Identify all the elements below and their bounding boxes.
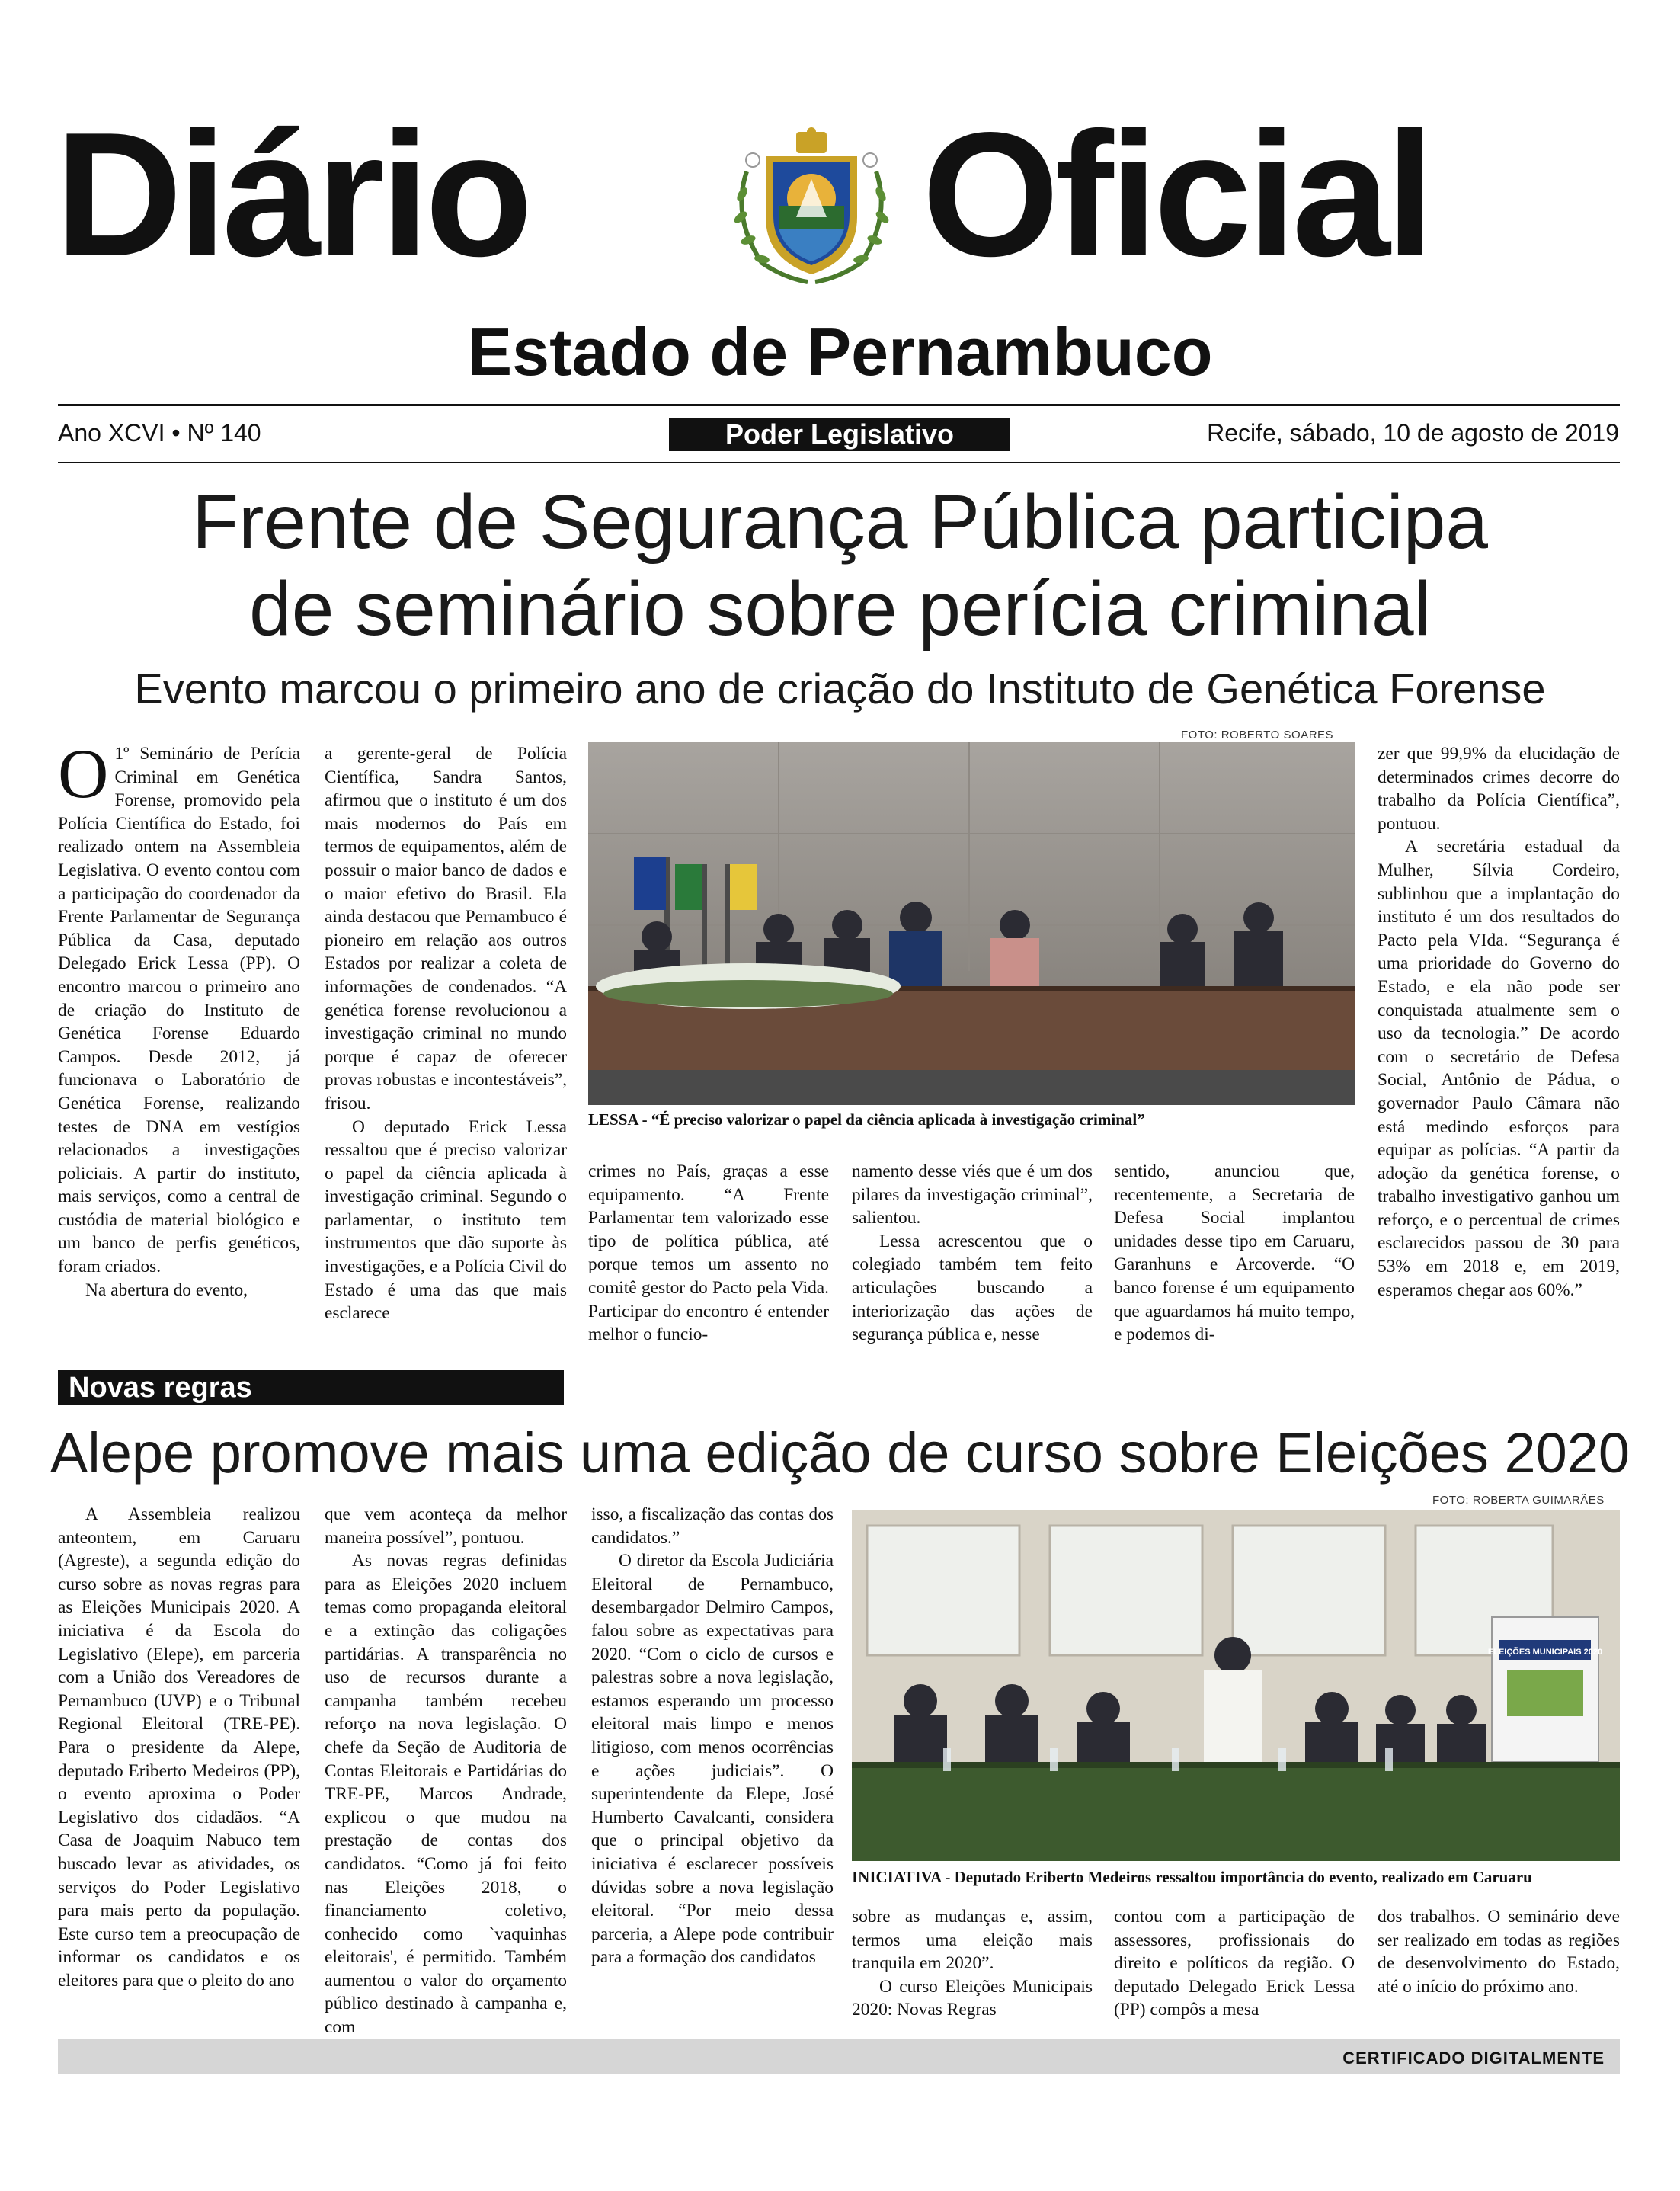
masthead-title-right: Oficial (922, 96, 1431, 293)
article1-headline-line2: de seminário sobre perícia criminal (249, 566, 1431, 652)
article2-col1-paragraph: A Assembleia realizou anteontem, em Caruaru (Agreste), a segunda edição do curso sobre as novas regras para as Eleições Municipais 2020. A iniciativa é da Escola do Legislativo (Elepe), em parceria com a União dos Vereadores de Pernambuco (UVP) e o Tribunal Regional Eleitoral (TRE-PE). Para o presidente da Alepe, deputado Eriberto Medeiros (PP), o evento aproxima o Poder Legislativo dos cidadãos. “A Casa de Joaquim Nabuco tem buscado levar as atividades, os serviços do Poder Legislativo para mais perto da população. Este curso tem a preocupação de informar os candidatos e os eleitores para que o pleito do ano (58, 1504, 300, 1991)
seminar-photo (588, 742, 1355, 1105)
article1-column-4 (852, 1160, 1093, 1347)
article2-headline: Alepe promove mais uma edição de curso sobre Eleições 2020 (50, 1421, 1630, 1485)
photo1-credit: FOTO: ROBERTO SOARES (1181, 729, 1334, 742)
section-badge: Poder Legislativo (669, 418, 1010, 451)
article2-col3-paragraph: isso, a fiscalização das contas dos candidatos.” (591, 1504, 834, 1548)
article2-col3-paragraph-2: O diretor da Escola Judiciária Eleitoral de Pernambuco, desembargador Delmiro Campos, falou sobre as expectativas para 2020. “Com o ciclo de cursos e palestras sobre a nova legislação, estamos esperando um processo eleitoral mais limpo e menos litigioso, com menos ocorrências e ações judiciais”. O superintendente da Elepe, José Humberto Cavalcanti, considera que o principal objetivo da iniciativa é esclarecer possíveis dúvidas sobre a nova legislação eleitoral. “Por meio dessa parceria, a Alepe pode contribuir para a formação dos candidatos (591, 1551, 834, 1968)
state-coat-of-arms-icon (724, 126, 899, 286)
article2-col4-paragraph: sobre as mudanças e, assim, termos uma eleição mais tranquila em 2020”. (852, 1907, 1093, 1974)
article1-headline (30, 479, 1650, 652)
article1-column-5 (1114, 1160, 1355, 1347)
footer-bar (58, 2039, 1620, 2074)
masthead-bottom-rule (58, 462, 1620, 463)
article2-col2-paragraph-2: As novas regras definidas para as Eleições 2020 incluem temas como propaganda eleitoral e a extinção das coligações partidárias. A transparência no uso de recursos durante a campanha também recebeu reforço na nova legislação. O chefe da Seção de Auditoria de Contas Eleitorais e Partidárias do TRE-PE, Marcos Andrade, explicou o que mudou na prestação de contas dos candidatos. “Como já foi feito nas Eleições 2018, o financiamento coletivo, conhecido como `vaquinhas eleitorais', é permitido. Também aumentou o valor do orçamento público destinado à campanha e, com (325, 1551, 567, 2038)
article2-section-label: Novas regras (58, 1370, 564, 1405)
article2-col2-paragraph: que vem aconteça da melhor maneira possível”, pontuou. (325, 1504, 567, 1548)
masthead-top-rule (58, 404, 1620, 406)
article2-col5-paragraph: contou com a participação de assessores, profissionais do direito e políticos da região. O deputado Delegado Erick Lessa (PP) compôs a mesa (1114, 1907, 1355, 2020)
masthead-title-left: Diário (55, 96, 529, 293)
photo2-caption-text: Deputado Eriberto Medeiros ressaltou importância do evento, realizado em Caruaru (954, 1868, 1532, 1886)
article2-column-6 (1378, 1905, 1620, 1998)
article1-column-3 (588, 1160, 829, 1347)
article1-column-6 (1378, 742, 1620, 1302)
article1-col5-paragraph: sentido, anunciou que, recentemente, a Secretaria de Defesa Social implantou unidades desse tipo em Caruaru, Garanhuns e Arcoverde. “O banco forense é um equipamento que aguardamos há muito tempo, e podemos di- (1114, 1161, 1355, 1345)
photo2-credit: FOTO: ROBERTA GUIMARÃES (1432, 1494, 1605, 1507)
article1-col2-paragraph-2: O deputado Erick Lessa ressaltou que é preciso valorizar o papel da ciência aplicada à investigação criminal. Segundo o parlamentar, o instituto tem instrumentos que dão suporte às investigações, e a Polícia Civil do Estado é uma das que mais esclarece (325, 1116, 567, 1324)
article1-col2-paragraph: a gerente-geral de Polícia Científica, Sandra Santos, afirmou que o instituto é um dos mais modernos do País em termos de equipamentos, além de possuir o maior banco de dados e o maior efetivo do Brasil. Ela ainda destacou que Pernambuco é pioneiro em relação aos outros Estados por realizar a coleta de informações de condenados. “A genética forense revolucionou a investigação criminal no mundo porque é capaz de oferecer provas robustas e incontestáveis”, frisou. (325, 744, 567, 1113)
article1-col4-paragraph-2: Lessa acrescentou que o colegiado também tem feito articulações buscando a interiorização das ações de segurança pública e, nesse (852, 1231, 1093, 1345)
course-photo (852, 1510, 1620, 1861)
drop-cap: O (58, 735, 109, 812)
article2-column-2 (325, 1503, 567, 2039)
photo2-caption-lead: INICIATIVA - (852, 1868, 955, 1886)
photo1-caption-text: “É preciso valorizar o papel da ciência aplicada à investigação criminal” (651, 1110, 1145, 1129)
article1-col6-paragraph-2: A secretária estadual da Mulher, Sílvia Cordeiro, sublinhou que a implantação do instituto é um dos resultados do Pacto pela VIda. “Segurança é uma prioridade do Governo do Estado, e ela não pode ser conquistada atualmente sem o uso da tecnologia.” De acordo com o secretário de Defesa Social, Antônio de Pádua, o governador Paulo Câmara não está medindo esforços para equipar as polícias. “A partir da adoção da genética forense, o trabalho investigativo ganhou um reforço, e o percentual de crimes esclarecidos passou de 30 para 53% em 2018 e, em 2019, esperamos chegar aos 60%.” (1378, 837, 1620, 1300)
digital-certificate-label: CERTIFICADO DIGITALMENTE (1342, 2048, 1605, 2068)
edition-number: Ano XCVI • Nº 140 (58, 419, 261, 447)
photo2-caption (852, 1867, 1623, 1887)
article2-column-5 (1114, 1905, 1355, 2022)
article1-headline-line1: Frente de Segurança Pública participa (191, 479, 1489, 565)
masthead-subtitle: Estado de Pernambuco (467, 314, 1213, 389)
article1-column-2 (325, 742, 567, 1325)
article1-column-1 (58, 735, 300, 1302)
article2-col4-paragraph-2: O curso Eleições Municipais 2020: Novas Regras (852, 1976, 1093, 2020)
dateline: Recife, sábado, 10 de agosto de 2019 (1207, 419, 1619, 447)
article2-col6-paragraph: dos trabalhos. O seminário deve ser realizado em todas as regiões de desenvolvimento do Estado, até o início do próximo ano. (1378, 1907, 1620, 1997)
article1-col1-paragraph: 1º Seminário de Perícia Criminal em Genética Forense, promovido pela Polícia Científica do Estado, foi realizado ontem na Assembleia Legislativa. O evento contou com a participação do coordenador da Frente Parlamentar de Segurança Pública da Casa, deputado Delegado Erick Lessa (PP). O encontro marcou o primeiro ano de criação do Instituto de Genética Forense Eduardo Campos. Desde 2012, já funcionava o Laboratório de Genética Forense, realizando testes de DNA em vestígios relacionados a investigações policiais. A partir do instituto, mais serviços, como a central de custódia de material biológico e um banco de perfis genéticos, foram criados. (58, 744, 300, 1277)
article1-col4-paragraph: namento desse viés que é um dos pilares da investigação criminal”, salientou. (852, 1161, 1093, 1228)
article1-col1-paragraph-2: Na abertura do evento, (85, 1280, 248, 1300)
article1-deck: Evento marcou o primeiro ano de criação do Instituto de Genética Forense (134, 665, 1546, 713)
photo2-banner-text: ELEIÇÕES MUNICIPAIS 2020 (1487, 1648, 1603, 1657)
article2-column-3 (591, 1503, 834, 1969)
article2-column-1 (58, 1503, 300, 1992)
article2-column-4 (852, 1905, 1093, 2022)
article1-col3-paragraph: crimes no País, graças a esse equipamento. “A Frente Parlamentar tem valorizado esse tipo de política pública, até porque temos um assento no comitê gestor do Pacto pela Vida. Participar do encontro é entender melhor o funcio- (588, 1161, 829, 1345)
photo1-caption (588, 1110, 1358, 1129)
photo1-caption-lead: LESSA - (588, 1110, 651, 1129)
article1-col6-paragraph: zer que 99,9% da elucidação de determinados crimes decorre do trabalho da Polícia Científica”, pontuou. (1378, 744, 1620, 834)
